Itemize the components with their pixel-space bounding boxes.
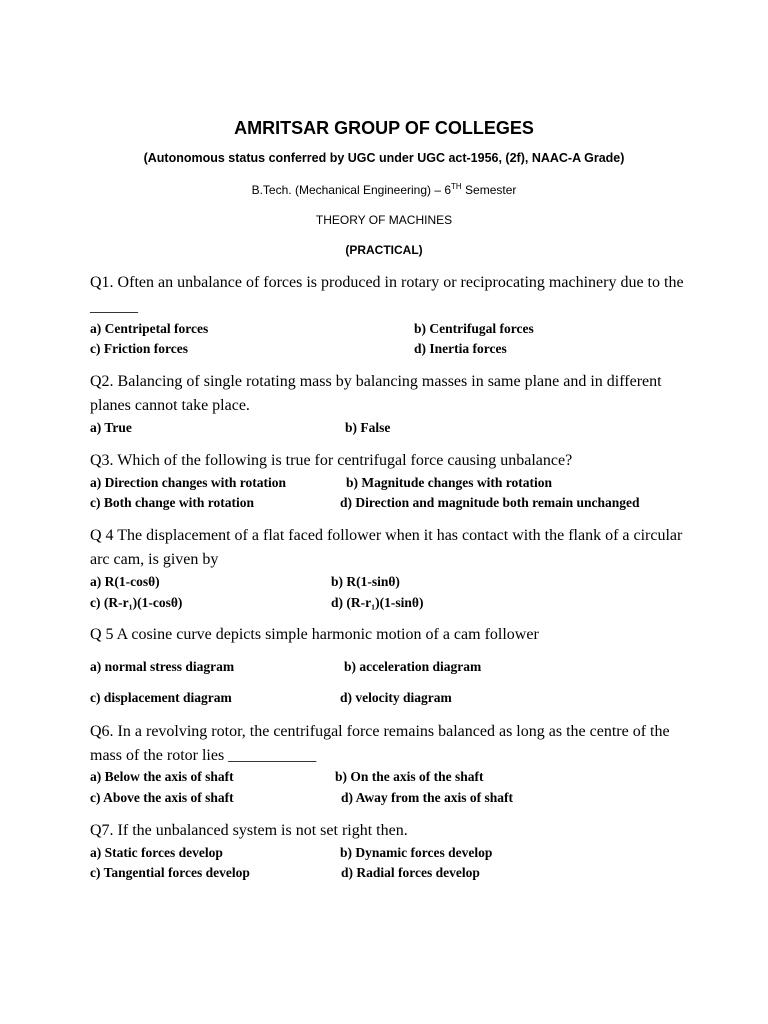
q7-option-a: a) Static forces develop	[90, 845, 223, 860]
program-ordinal-suffix: TH	[451, 182, 462, 191]
college-title: AMRITSAR GROUP OF COLLEGES	[234, 118, 534, 138]
q1-option-d: d) Inertia forces	[414, 341, 507, 356]
q4-option-a: a) R(1-cosθ)	[90, 574, 160, 589]
q2-option-a: a) True	[90, 420, 132, 435]
q4-option-b: b) R(1-sinθ)	[331, 574, 400, 589]
q1-option-b: b) Centrifugal forces	[414, 321, 534, 336]
subject-title: THEORY OF MACHINES	[315, 213, 453, 227]
question-1-text: Q1. Often an unbalance of forces is produced in rotary or reciprocating machinery due to the ______	[90, 274, 684, 315]
college-accreditation: (Autonomous status conferred by UGC under UGC act-1956, (2f), NAAC-A Grade)	[143, 151, 625, 165]
q5-option-a: a) normal stress diagram	[90, 659, 235, 674]
question-4-text: Q 4 The displacement of a flat faced follower when it has contact with the flank of a circular arc cam, is given by	[90, 527, 683, 568]
q6-option-c: c) Above the axis of shaft	[90, 790, 234, 805]
q3-option-a: a) Direction changes with rotation	[90, 475, 286, 490]
exam-type: (PRACTICAL)	[345, 243, 423, 257]
q6-option-b: b) On the axis of the shaft	[335, 769, 484, 784]
q1-option-c: c) Friction forces	[90, 341, 188, 356]
q7-option-b: b) Dynamic forces develop	[340, 845, 493, 860]
q2-option-b: b) False	[345, 420, 391, 435]
question-2-text: Q2. Balancing of single rotating mass by balancing masses in same plane and in different planes cannot take place.	[90, 373, 662, 414]
program-line	[0, 182, 768, 197]
q3-option-b: b) Magnitude changes with rotation	[346, 475, 553, 490]
question-7-text: Q7. If the unbalanced system is not set right then.	[90, 822, 408, 839]
q3-option-d: d) Direction and magnitude both remain unchanged	[340, 495, 640, 510]
q4-option-d: d) (R-r₁)(1-sinθ)	[331, 595, 424, 610]
q1-option-a: a) Centripetal forces	[90, 321, 209, 336]
q7-option-d: d) Radial forces develop	[341, 865, 480, 880]
program-suffix: Semester	[461, 183, 517, 197]
q5-option-c: c) displacement diagram	[90, 690, 232, 705]
question-5-text: Q 5 A cosine curve depicts simple harmonic motion of a cam follower	[90, 626, 539, 643]
question-3-text: Q3. Which of the following is true for centrifugal force causing unbalance?	[90, 452, 573, 469]
q6-option-a: a) Below the axis of shaft	[90, 769, 234, 784]
question-6-text: Q6. In a revolving rotor, the centrifugal force remains balanced as long as the centre of the mass of the rotor lies ___________	[90, 723, 670, 764]
q7-option-c: c) Tangential forces develop	[90, 865, 250, 880]
q4-option-c: c) (R-r₁)(1-cosθ)	[90, 595, 183, 610]
q5-option-d: d) velocity diagram	[340, 690, 452, 705]
q3-option-c: c) Both change with rotation	[90, 495, 254, 510]
q6-option-d: d) Away from the axis of shaft	[341, 790, 513, 805]
program-prefix: B.Tech. (Mechanical Engineering) – 6	[251, 183, 452, 197]
q5-option-b: b) acceleration diagram	[344, 659, 482, 674]
